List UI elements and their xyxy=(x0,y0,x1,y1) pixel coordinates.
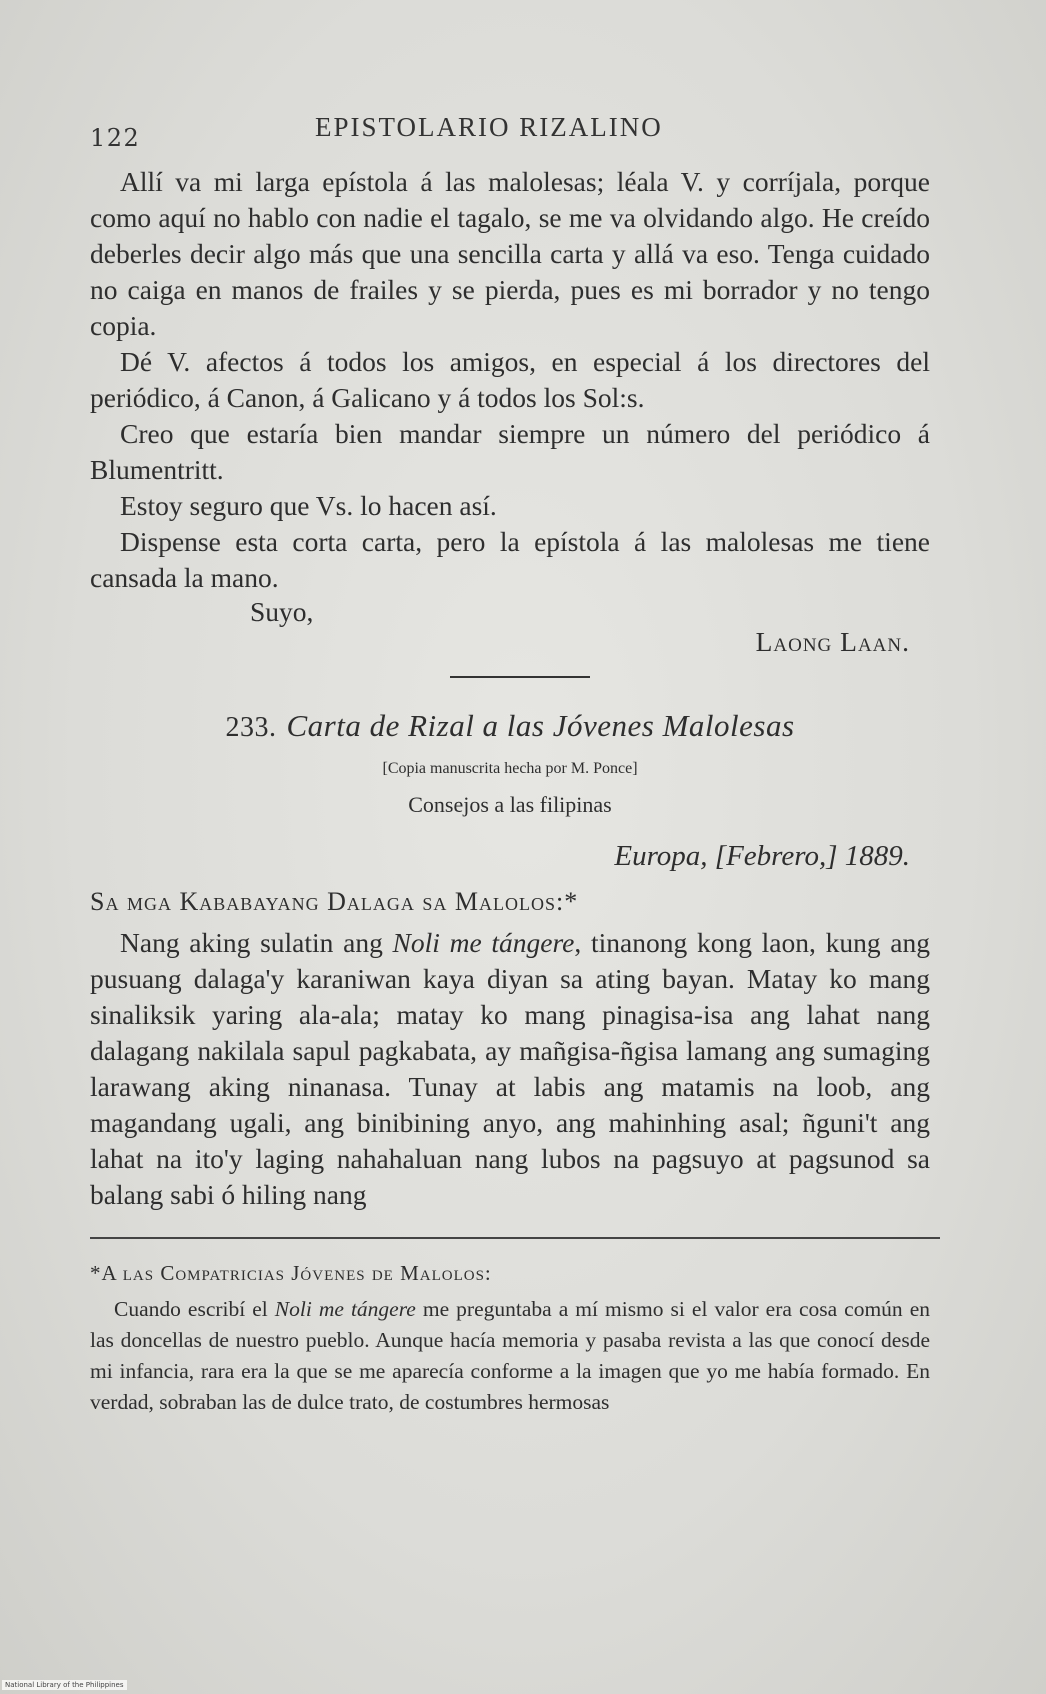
letter-paragraph: Dé V. afectos á todos los amigos, en especial á los directores del periódico, á Canon, á Galicano y á todos los Sol:s. xyxy=(90,346,930,413)
previous-letter-ending xyxy=(90,164,930,666)
running-title: EPISTOLARIO RIZALINO xyxy=(315,112,663,142)
letter-title-text: Carta de Rizal a las Jóvenes Malolesas xyxy=(286,708,795,743)
salutation: Sa mga Kababayang Dalaga sa Malolos:* xyxy=(90,887,579,916)
library-imprint: National Library of the Philippines xyxy=(2,1680,127,1690)
letter-closing xyxy=(90,596,930,666)
page-content xyxy=(90,100,930,1418)
footnote-divider xyxy=(90,1237,940,1239)
footnote-heading: *A las Compatricias Jóvenes de Malolos: xyxy=(90,1261,492,1285)
letter-title xyxy=(90,708,930,744)
footnote-text-rest: me preguntaba a mí mismo si el valor era cosa común en las doncellas de nuestro pueblo. Aunque hacía memoria y pasaba revista a las que conocí desde mi infancia, rara era la que se me aparecía conforme a la imagen que yo me había formado. En verdad, sobraban las de dulce trato, de costumbres hermosas xyxy=(90,1297,931,1414)
letter-paragraph: Estoy seguro que Vs. lo hacen así. xyxy=(120,490,497,521)
footnote-book-title-italic: Noli me tángere xyxy=(274,1297,416,1321)
book-title-italic: Noli me tángere xyxy=(392,927,575,958)
footnote-text-start: Cuando escribí el xyxy=(114,1297,275,1321)
section-divider xyxy=(450,676,590,678)
body-text-start: Nang aking sulatin ang xyxy=(120,927,393,958)
source-note: [Copia manuscrita hecha por M. Ponce] xyxy=(382,760,638,777)
letter-paragraph: Allí va mi larga epístola á las malolesas; léala V. y corríjala, porque como aquí no hablo con nadie el tagalo, se me va olvidando algo. He creído deberles decir algo más que una sencilla carta y allá va eso. Tenga cuidado no caiga en manos de frailes y se pierda, pues es mi borrador y no tengo copia. xyxy=(90,166,930,341)
letter-number: 233. xyxy=(225,712,277,743)
letter-subtitle: Consejos a las filipinas xyxy=(408,792,612,817)
dateline: Europa, [Febrero,] 1889. xyxy=(614,840,910,872)
letter-paragraph: Creo que estaría bien mandar siempre un número del periódico á Blumentritt. xyxy=(90,418,930,485)
signature: Laong Laan. xyxy=(755,626,910,657)
page-header xyxy=(90,100,930,150)
body-text-rest: , tinanong kong laon, kung ang pusuang dalaga'y karaniwan kaya diyan sa ating bayan. Matay ko mang sinaliksik yaring ala-ala; matay ko mang pinagisa-isa ang lahat nang dalagang nakilala sapul pagkabata, ay mañgisa-ñgisa lamang ang sumaging larawang aking ninanasa. Tunay at labis ang matamis na loob, ang magandang ugali, ang binibining anyo, ang mahinhing asal; ñguni't ang lahat na ito'y laging nahahaluan nang lubos na pagsuyo at pagsunod sa balang sabi ó hiling nang xyxy=(90,927,931,1210)
page-number: 122 xyxy=(90,124,141,152)
letter-body-paragraph xyxy=(90,925,930,1213)
letter-paragraph: Dispense esta corta carta, pero la epístola á las malolesas me tiene cansada la mano. xyxy=(90,526,930,593)
footnote-text xyxy=(90,1294,930,1418)
closing-phrase: Suyo, xyxy=(250,596,314,627)
